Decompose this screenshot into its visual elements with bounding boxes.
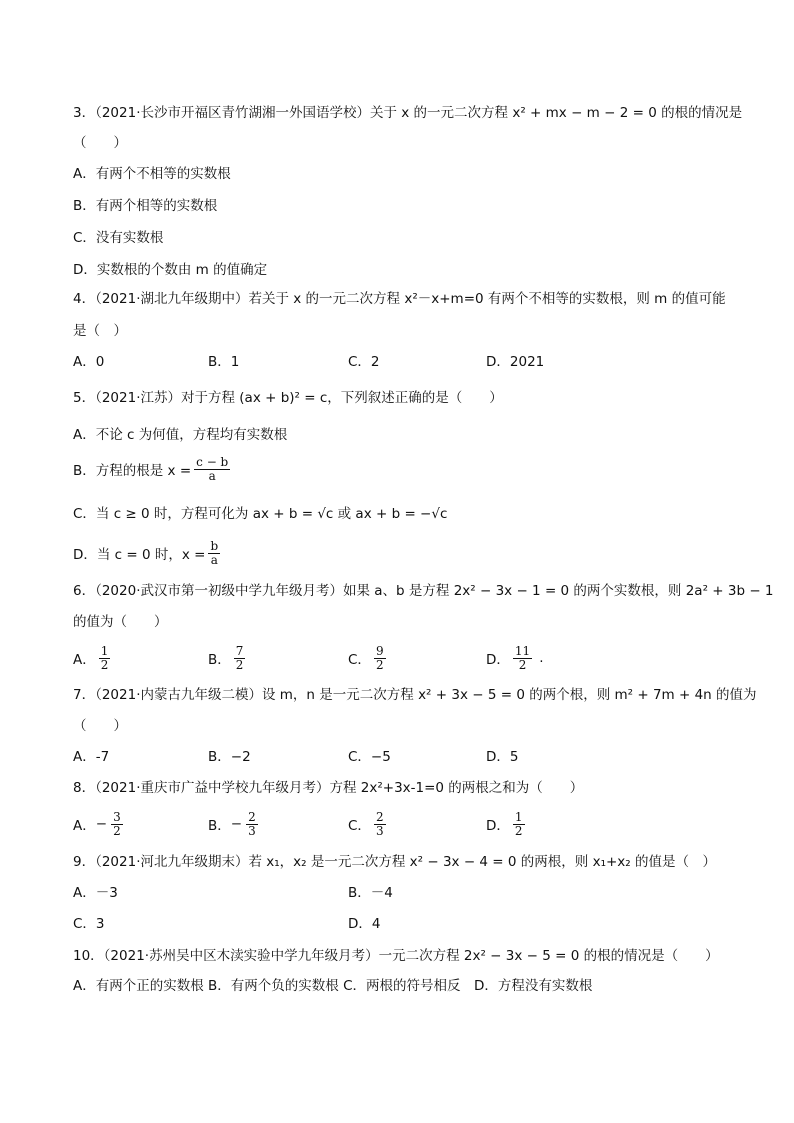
q6-option-b [208, 641, 248, 675]
q4-option-a: A．0 [73, 354, 105, 370]
fraction-denominator: a [210, 552, 218, 567]
q6-stem-line2: 的值为（ ） [73, 614, 168, 630]
q7-option-b: B．−2 [208, 749, 251, 765]
fraction-denominator: 3 [375, 823, 384, 838]
fraction-numerator: 2 [248, 809, 256, 824]
option-fraction [246, 811, 258, 838]
q8-option-b [208, 807, 261, 841]
q5-option-b-row [73, 452, 733, 486]
option-label: A． [73, 652, 96, 668]
q5-option-d-fraction [208, 540, 220, 567]
q8-option-c [348, 807, 389, 841]
q5-option-d-text: D．当 c = 0 时，x = [73, 547, 206, 563]
fraction-numerator: 1 [100, 643, 109, 658]
fraction-denominator: a [208, 468, 216, 483]
option-fraction [234, 645, 246, 672]
option-suffix: . [539, 650, 544, 666]
option-fraction [513, 645, 532, 672]
option-fraction [513, 811, 525, 838]
fraction-numerator: 11 [514, 643, 531, 658]
q3-stem-line1: 3．（2021·长沙市开福区青竹湖湘一外国语学校）关于 x 的一元二次方程 x² + mx − m − 2 = 0 的根的情况是 [73, 105, 743, 121]
q6-option-c [348, 641, 389, 675]
q7-option-a: A．-7 [73, 749, 110, 765]
q5-stem: 5．（2021·江苏）对于方程 (ax + b)² = c，下列叙述正确的是（ ） [73, 390, 503, 406]
fraction-denominator: 3 [248, 823, 256, 838]
q6-stem-line1: 6．（2020·武汉市第一初级中学九年级月考）如果 a、b 是方程 2x² − 3x − 1 = 0 的两个实数根，则 2a² + 3b − 1 [73, 583, 774, 599]
fraction-numerator: 9 [375, 643, 384, 658]
q9-option-c: C．3 [73, 916, 105, 932]
q5-option-a: A．不论 c 为何值，方程均有实数根 [73, 427, 288, 443]
fraction-denominator: 2 [235, 657, 244, 672]
q5-option-d-row [73, 536, 733, 570]
fraction-denominator: 2 [514, 823, 523, 838]
option-fraction [111, 811, 123, 838]
option-label: C． [348, 818, 371, 834]
q5-option-c: C．当 c ≥ 0 时，方程可化为 ax + b = √c 或 ax + b = −√c [73, 506, 448, 522]
q7-stem-line2: （ ） [73, 718, 127, 734]
q6-options-row [73, 641, 733, 675]
option-fraction [374, 645, 386, 672]
fraction-numerator: 3 [113, 809, 121, 824]
q6-option-a [73, 641, 113, 675]
q8-option-d [486, 807, 528, 841]
fraction-numerator: 1 [514, 809, 523, 824]
q7-option-c: C．−5 [348, 749, 391, 765]
q4-option-d: D．2021 [486, 354, 545, 370]
fraction-denominator: 2 [113, 823, 121, 838]
fraction-numerator: 2 [375, 809, 384, 824]
q3-option-c: C．没有实数根 [73, 230, 164, 246]
q3-option-b: B．有两个相等的实数根 [73, 198, 218, 214]
q9-stem: 9．（2021·河北九年级期末）若 x₁，x₂ 是一元二次方程 x² − 3x − 4 = 0 的两根，则 x₁+x₂ 的值是（ ） [73, 854, 716, 870]
q4-option-c: C．2 [348, 354, 380, 370]
q5-option-b-text: B．方程的根是 x = [73, 463, 192, 479]
minus-sign: − [230, 816, 243, 832]
q7-option-d: D．5 [486, 749, 519, 765]
q3-stem-line2: （ ） [73, 135, 127, 151]
fraction-denominator: 2 [518, 657, 527, 672]
fraction-denominator: 2 [375, 657, 384, 672]
q9-option-d: D．4 [348, 916, 381, 932]
fraction-numerator: b [210, 538, 219, 553]
q7-stem-line1: 7．（2021·内蒙古九年级二模）设 m，n 是一元二次方程 x² + 3x − 5 = 0 的两个根，则 m² + 7m + 4n 的值为 [73, 687, 757, 703]
q4-option-b: B．1 [208, 354, 240, 370]
fraction-denominator: 2 [100, 657, 109, 672]
q10-options: A．有两个正的实数根 B．有两个负的实数根 C．两根的符号相反 D．方程没有实数根 [73, 978, 593, 994]
option-label: A． [73, 818, 96, 834]
option-fraction [99, 645, 111, 672]
option-label: C． [348, 652, 371, 668]
q5-option-b-fraction [194, 456, 230, 483]
q8-options-row [73, 807, 733, 841]
minus-sign: − [95, 816, 108, 832]
q4-stem-line1: 4．（2021·湖北九年级期中）若关于 x 的一元二次方程 x²－x+m=0 有两个不相等的实数根，则 m 的值可能 [73, 291, 726, 307]
q3-option-d: D．实数根的个数由 m 的值确定 [73, 262, 268, 278]
q3-option-a: A．有两个不相等的实数根 [73, 166, 231, 182]
option-label: D． [486, 652, 510, 668]
q6-option-d [486, 641, 543, 675]
option-fraction [374, 811, 386, 838]
q9-option-b: B．－4 [348, 885, 393, 901]
option-label: B． [208, 818, 231, 834]
option-label: B． [208, 652, 231, 668]
q4-stem-line2: 是（ ） [73, 323, 127, 339]
option-label: D． [486, 818, 510, 834]
fraction-numerator: 7 [235, 643, 244, 658]
fraction-numerator: c − b [196, 454, 229, 469]
q8-option-a [73, 807, 126, 841]
q10-stem: 10．（2021·苏州吴中区木渎实验中学九年级月考）一元二次方程 2x² − 3x − 5 = 0 的根的情况是（ ） [73, 948, 719, 964]
q8-stem: 8．（2021·重庆市广益中学校九年级月考）方程 2x²+3x-1=0 的两根之和为（ ） [73, 780, 584, 796]
q9-option-a: A．－3 [73, 885, 118, 901]
